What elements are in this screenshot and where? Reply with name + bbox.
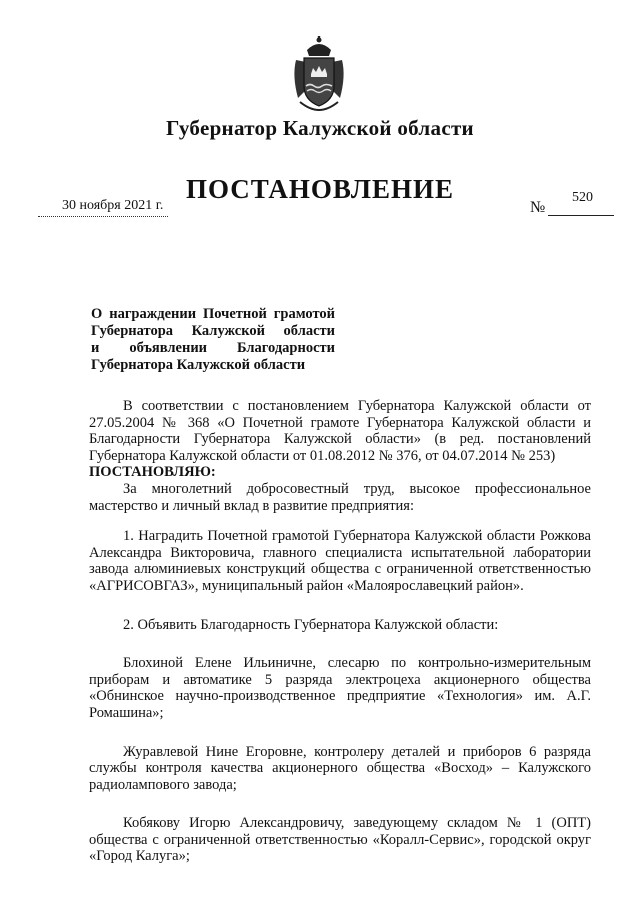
document-body — [89, 398, 591, 865]
number-underline — [548, 215, 614, 216]
item-2-paragraph: 2. Объявить Благодарность Губернатора Калужской области: — [123, 616, 499, 633]
recipient-paragraph: Блохиной Елене Ильиничне, слесарю по контрольно-измерительным приборам и автоматике 5 разряда электроцеха акционерного общества «Обнинское научно-производственное предприятие «Технология» им. А.Г. Ромашина»; — [89, 655, 591, 721]
date-underline — [38, 216, 168, 217]
reason-paragraph: За многолетний добросовестный труд, высокое профессиональное мастерство и личный вклад в развитие предприятия: — [89, 480, 591, 514]
document-number-label: № — [530, 199, 546, 216]
recipient-paragraph: Журавлевой Нине Егоровне, контролеру деталей и приборов 6 разряда службы контроля качества акционерного общества «Восход» – Калужского радиолампового завода; — [89, 743, 591, 793]
document-title — [91, 306, 335, 374]
preamble-paragraph: В соответствии с постановлением Губернатора Калужской области от 27.05.2004 № 368 «О Почетной грамоте Губернатора Калужской области и Благодарности Губернатора Калужской области» (в ред. постановлений Губернатора Калужской области от 01.08.2012 № 376, от 04.07.2014 № 253) — [89, 398, 591, 464]
title-line: Губернатора Калужской области — [91, 357, 306, 373]
document-date: 30 ноября 2021 г. — [62, 198, 164, 213]
title-line: и объявлении Благодарности — [91, 340, 335, 356]
authority-name: Губернатор Калужской области — [166, 116, 474, 140]
decree-word: ПОСТАНОВЛЯЮ: — [89, 464, 216, 481]
title-line: О награждении Почетной грамотой — [91, 306, 335, 322]
document-type: ПОСТАНОВЛЕНИЕ — [185, 174, 455, 204]
title-line: Губернатора Калужской области — [91, 323, 335, 339]
recipient-paragraph: Кобякову Игорю Александровичу, заведующему складом № 1 (ОПТ) общества с ограниченной ответственностью «Коралл-Сервис», городской округ «Город Калуга»; — [89, 815, 591, 865]
item-1-paragraph: 1. Наградить Почетной грамотой Губернатора Калужской области Рожкова Александра Викторовича, главного специалиста испытательной лаборатории завода алюминиевых конструкций общества с ограниченной ответственностью «АГРИСОВГАЗ», муниципальный район «Малоярославецкий район». — [89, 528, 591, 594]
coat-of-arms-icon — [292, 36, 346, 112]
document-number: 520 — [572, 190, 593, 205]
